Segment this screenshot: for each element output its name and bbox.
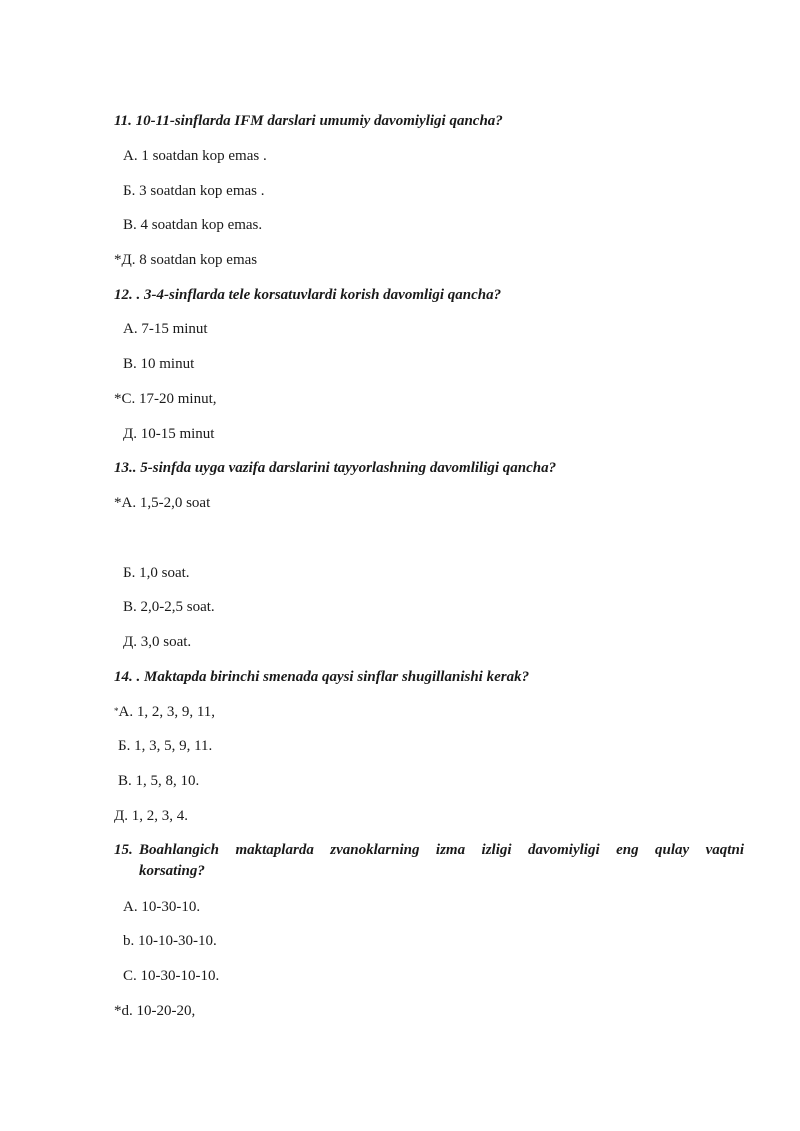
- question-12-text: 12. . 3-4-sinflarda tele korsatuvlardi korish davomligi qancha?: [114, 287, 502, 303]
- question-11-option-c: B. 4 soatdan kop emas.: [123, 217, 263, 233]
- question-12-option-c: *C. 17-20 minut,: [114, 391, 217, 407]
- question-12-option-a: A. 7-15 minut: [123, 321, 208, 337]
- question-14-option-c: B. 1, 5, 8, 10.: [118, 773, 200, 789]
- question-15-option-d: *d. 10-20-20,: [114, 1003, 196, 1019]
- question-15-line2: korsating?: [139, 863, 205, 879]
- question-13-option-c: B. 2,0-2,5 soat.: [123, 599, 215, 615]
- answer-mark: *: [114, 706, 119, 716]
- question-14-option-b: Б. 1, 3, 5, 9, 11.: [118, 738, 213, 754]
- question-11-option-b: Б. 3 soatdan kop emas .: [123, 183, 265, 199]
- question-15-number: 15.: [114, 842, 133, 858]
- question-13-option-a: *A. 1,5-2,0 soat: [114, 495, 211, 511]
- question-13-option-d: Д. 3,0 soat.: [123, 634, 192, 650]
- question-11-option-a: A. 1 soatdan kop emas .: [123, 148, 267, 164]
- question-15-option-c: C. 10-30-10-10.: [123, 968, 220, 984]
- question-13-text: 13.. 5-sinfda uyga vazifa darslarini tayyorlashning davomliligi qancha?: [114, 460, 557, 476]
- question-15-text: [114, 840, 744, 882]
- question-15-option-a: A. 10-30-10.: [123, 899, 201, 915]
- question-14-text: 14. . Maktapda birinchi smenada qaysi sinflar shugillanishi kerak?: [114, 669, 530, 685]
- question-11-text: 11. 10-11-sinflarda IFM darslari umumiy davomiyligi qancha?: [114, 113, 503, 129]
- question-15-line1: Boahlangich maktaplarda zvanoklarning izma izligi davomiyligi eng qulay vaqtni: [139, 842, 744, 858]
- question-12-option-b: B. 10 minut: [123, 356, 195, 372]
- question-15-option-b: b. 10-10-30-10.: [123, 933, 217, 949]
- question-11-option-d: *Д. 8 soatdan kop emas: [114, 252, 258, 268]
- question-14-option-d: Д. 1, 2, 3, 4.: [114, 808, 188, 824]
- question-12-option-d: Д. 10-15 minut: [123, 426, 215, 442]
- question-13-option-b: Б. 1,0 soat.: [123, 565, 190, 581]
- question-14-option-a: *A. 1, 2, 3, 9, 11,: [114, 704, 216, 720]
